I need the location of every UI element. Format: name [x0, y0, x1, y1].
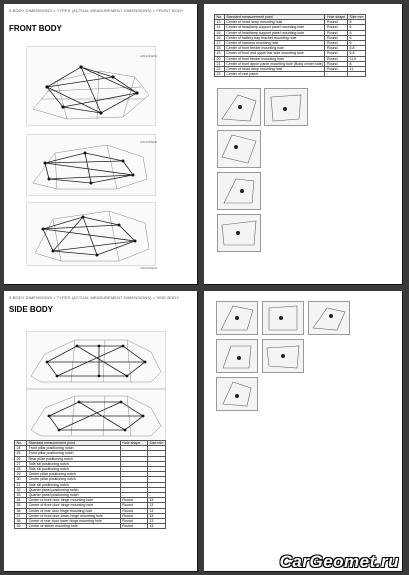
table-cell: 15 — [215, 30, 225, 35]
table-cell: - — [147, 446, 165, 451]
table-cell: Center of roof panel — [224, 72, 325, 77]
table-cell: - — [147, 451, 165, 456]
side-body-drawing — [27, 332, 165, 388]
table-cell: Round — [325, 51, 348, 56]
table-cell: Center of harness mounting hole — [224, 41, 325, 46]
table-cell: Center of front fender mounting hole — [224, 56, 325, 61]
table-cell: Center pillar positioning notch — [27, 472, 121, 477]
table-cell: Side sill positioning notch — [27, 461, 121, 466]
table-cell: 13 — [147, 513, 165, 518]
table-cell: - — [120, 456, 147, 461]
table-cell: Center of front fender mounting hole — [224, 46, 325, 51]
table-cell: - — [120, 493, 147, 498]
table-cell: 30 — [15, 477, 27, 482]
measurement-table-side — [14, 440, 166, 529]
table-header-cell: No. — [215, 15, 225, 20]
front-body-diagram-2 — [26, 134, 156, 196]
table-cell: - — [147, 487, 165, 492]
table-cell: Center of headlamp support panel mounting hole — [224, 25, 325, 30]
table-cell: 6 — [348, 35, 366, 40]
photo-thumbnail — [217, 88, 261, 126]
table-cell: 25 — [15, 451, 27, 456]
table-cell: 36 — [15, 508, 27, 513]
table-cell: 13 — [147, 503, 165, 508]
table-cell: Round — [120, 498, 147, 503]
table-cell: 33 — [15, 493, 27, 498]
page-front-body — [4, 4, 197, 284]
table-header-cell: No. — [15, 441, 27, 446]
table-cell: - — [120, 467, 147, 472]
table-cell: - — [325, 72, 348, 77]
table-header-cell: Standard measurement point — [224, 15, 325, 20]
table-cell: 28 — [15, 467, 27, 472]
table-cell: Round — [120, 508, 147, 513]
table-cell: Round — [325, 30, 348, 35]
table-cell: Round — [325, 35, 348, 40]
table-cell: - — [147, 461, 165, 466]
watermark-logo: CarGeomet.ru — [279, 552, 399, 571]
table-cell: 23 — [215, 72, 225, 77]
table-cell: 37 — [15, 513, 27, 518]
table-cell: 6 — [348, 41, 366, 46]
table-cell: 13 — [147, 508, 165, 513]
side-body-diagram-1 — [26, 331, 166, 389]
table-cell: - — [120, 482, 147, 487]
table-cell: 6.8 — [348, 51, 366, 56]
table-cell: 31 — [15, 482, 27, 487]
table-cell: 17 — [215, 41, 225, 46]
figure-code: A001235E01 — [140, 140, 158, 144]
table-cell: 34 — [15, 498, 27, 503]
table-header-cell: Hole shape — [120, 441, 147, 446]
table-cell: Round — [325, 56, 348, 61]
table-cell: 29 — [15, 472, 27, 477]
table-cell: Center of front apron panel mounting hole (Body center side) — [226, 61, 323, 66]
table-cell: 21 — [215, 61, 225, 66]
side-body-diagram-2 — [26, 389, 166, 441]
table-cell: - — [147, 493, 165, 498]
page-side-body — [4, 291, 197, 571]
side-body-drawing — [27, 390, 165, 440]
table-cell: 6.8 — [348, 46, 366, 51]
photo-thumbnail — [264, 88, 308, 126]
table-cell: Center of front end upper bar side mounting hole — [224, 51, 325, 56]
table-cell: Center of rear door hinge mounting hole — [27, 508, 121, 513]
table-cell: Side sill positioning notch — [27, 467, 121, 472]
front-body-diagram-3 — [26, 202, 156, 266]
photo-thumbnail — [216, 339, 258, 373]
table-cell: 6 — [348, 30, 366, 35]
table-cell: 32 — [15, 487, 27, 492]
table-cell: 26 — [15, 456, 27, 461]
table-cell: Round — [325, 46, 348, 51]
table-cell: 27 — [15, 461, 27, 466]
table-header-cell: Hole shape — [325, 15, 348, 20]
table-cell: 11 — [348, 67, 366, 72]
table-header-cell: Size mm — [348, 15, 366, 20]
table-cell: Center of front door lower hinge mounting hole — [27, 513, 121, 518]
table-cell: - — [120, 472, 147, 477]
table-cell: - — [147, 467, 165, 472]
table-cell: - — [120, 446, 147, 451]
table-cell: Round — [120, 513, 147, 518]
table-cell: Center of rear door lower hinge mounting hole — [27, 519, 121, 524]
table-cell: 11.5 — [348, 56, 366, 61]
table-cell: Round — [325, 67, 348, 72]
front-body-diagram-1 — [26, 46, 156, 126]
table-cell: 16 — [215, 35, 225, 40]
page-side-body-photos — [204, 291, 402, 571]
photo-thumbnail — [308, 301, 350, 335]
table-cell: Quarter panel positioning notch — [27, 487, 121, 492]
table-cell: Round — [325, 61, 348, 66]
table-cell: 19 — [215, 51, 225, 56]
page-title: SIDE BODY — [9, 305, 54, 314]
table-cell: Center of battery tray bracket mounting hole — [224, 35, 325, 40]
table-cell: Front pillar positioning notch — [27, 446, 121, 451]
table-cell: - — [120, 477, 147, 482]
table-cell: Round — [325, 25, 348, 30]
table-cell: Round — [325, 41, 348, 46]
table-cell: Round — [120, 503, 147, 508]
table-cell: Center of front door hinge mounting hole — [27, 498, 121, 503]
table-cell: - — [147, 482, 165, 487]
photo-thumbnail — [217, 214, 261, 252]
photo-thumbnail — [262, 339, 304, 373]
table-cell: 14 — [215, 25, 225, 30]
photo-thumbnail — [216, 377, 258, 411]
table-header-cell: Standard measurement point — [27, 441, 121, 446]
front-body-drawing — [27, 47, 158, 125]
table-cell: Center of head lamp mounting hole — [224, 20, 325, 25]
table-cell: Side sill positioning notch — [27, 482, 121, 487]
table-cell: 13 — [147, 519, 165, 524]
photo-thumbnail — [216, 301, 258, 335]
table-cell: Center of striker mounting hole — [27, 524, 121, 529]
table-cell: - — [147, 456, 165, 461]
table-cell: Round — [325, 20, 348, 25]
photo-thumbnail — [262, 301, 304, 335]
table-cell: Center pillar positioning notch — [27, 477, 121, 482]
breadcrumb: 3-BODY DIMENSIONS > TYPES (ACTUAL MEASUREMENT DIMENSIONS) > FRONT BODY — [9, 8, 184, 13]
table-row — [215, 72, 366, 77]
front-body-drawing — [27, 203, 155, 265]
table-row — [15, 524, 166, 529]
table-cell: 24 — [15, 446, 27, 451]
table-cell: 35 — [15, 503, 27, 508]
table-cell: 6 — [348, 25, 366, 30]
table-cell: - — [147, 472, 165, 477]
table-header-cell: Size mm — [147, 441, 165, 446]
table-cell: 8 — [348, 20, 366, 25]
table-cell: Quarter panel positioning notch — [27, 493, 121, 498]
table-cell: Center of headlamp support panel mounting hole — [224, 30, 325, 35]
table-cell: - — [120, 451, 147, 456]
table-cell: Round — [120, 519, 147, 524]
table-cell: 22 — [215, 67, 225, 72]
table-cell: Round — [120, 524, 147, 529]
figure-code: A001234E01 — [140, 54, 158, 58]
photo-thumbnail — [217, 172, 261, 210]
table-cell: - — [348, 72, 366, 77]
table-cell: Center of head lamp mounting hole — [224, 67, 325, 72]
table-cell: 20 — [215, 56, 225, 61]
breadcrumb: 3-BODY DIMENSIONS > TYPES (ACTUAL MEASUREMENT DIMENSIONS) > SIDE BODY — [9, 295, 180, 300]
table-cell: 38 — [15, 519, 27, 524]
measurement-table-front — [214, 14, 366, 77]
table-cell: 39 — [15, 524, 27, 529]
table-cell: 8 — [348, 61, 366, 66]
table-cell: - — [147, 477, 165, 482]
table-cell: 18 — [215, 46, 225, 51]
table-cell: Center of front door hinge mounting hole — [27, 503, 121, 508]
table-cell: Rear pillar positioning notch — [27, 456, 121, 461]
photo-thumbnail — [217, 130, 261, 168]
page-front-body-table — [204, 4, 402, 284]
front-body-drawing — [27, 135, 158, 195]
page-title: FRONT BODY — [9, 24, 62, 33]
table-cell: 13 — [147, 524, 165, 529]
table-cell: 13 — [215, 20, 225, 25]
figure-code: A001236E01 — [140, 266, 158, 270]
table-cell: Front pillar positioning notch — [27, 451, 121, 456]
table-cell: - — [120, 461, 147, 466]
table-cell: 13 — [147, 498, 165, 503]
table-cell: - — [120, 487, 147, 492]
